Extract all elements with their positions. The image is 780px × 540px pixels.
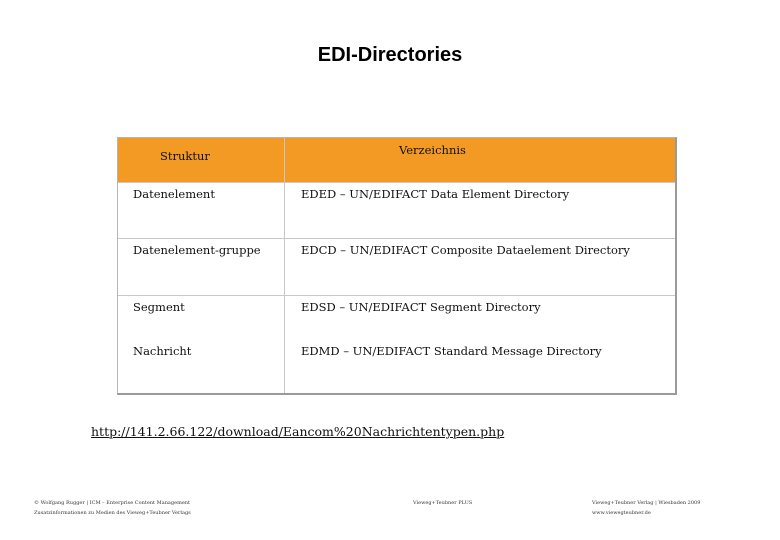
page-title: EDI-Directories bbox=[317, 44, 463, 66]
row-divider bbox=[118, 238, 675, 239]
table-cell-verzeichnis: EDED – UN/EDIFACT Data Element Directory bbox=[301, 187, 570, 201]
header-struktur: Struktur bbox=[160, 149, 210, 163]
footer-publisher: Vieweg+Teubner Verlag | Wiesbaden 2009 bbox=[592, 500, 701, 506]
directories-table bbox=[117, 137, 677, 395]
table-cell-verzeichnis: EDSD – UN/EDIFACT Segment Directory bbox=[301, 300, 541, 314]
footer-copyright: © Wolfgang Rugger | ICM – Enterprise Content Management bbox=[34, 500, 191, 506]
column-divider bbox=[284, 138, 285, 393]
eancom-link[interactable]: http://141.2.66.122/download/Eancom%20Nachrichtentypen.php bbox=[91, 424, 505, 439]
table-header-row bbox=[118, 138, 675, 183]
row-divider bbox=[118, 295, 675, 296]
table-cell-struktur: Datenelement-gruppe bbox=[133, 243, 261, 257]
table-cell-verzeichnis: EDCD – UN/EDIFACT Composite Dataelement Directory bbox=[301, 243, 630, 257]
footer-right bbox=[592, 498, 700, 518]
footer-website: www.viewegteubner.de bbox=[592, 510, 651, 516]
footer-info: Zusatzinformationen zu Medien des Vieweg+Teubner Verlags bbox=[34, 510, 191, 516]
header-verzeichnis: Verzeichnis bbox=[399, 143, 466, 157]
table-cell-verzeichnis: EDMD – UN/EDIFACT Standard Message Directory bbox=[301, 344, 602, 358]
footer-center: Vieweg+Teubner PLUS bbox=[413, 500, 473, 506]
table-cell-struktur: Segment bbox=[133, 300, 185, 314]
table-cell-struktur: Datenelement bbox=[133, 187, 215, 201]
footer-left bbox=[34, 498, 191, 518]
table-cell-struktur: Nachricht bbox=[133, 344, 192, 358]
